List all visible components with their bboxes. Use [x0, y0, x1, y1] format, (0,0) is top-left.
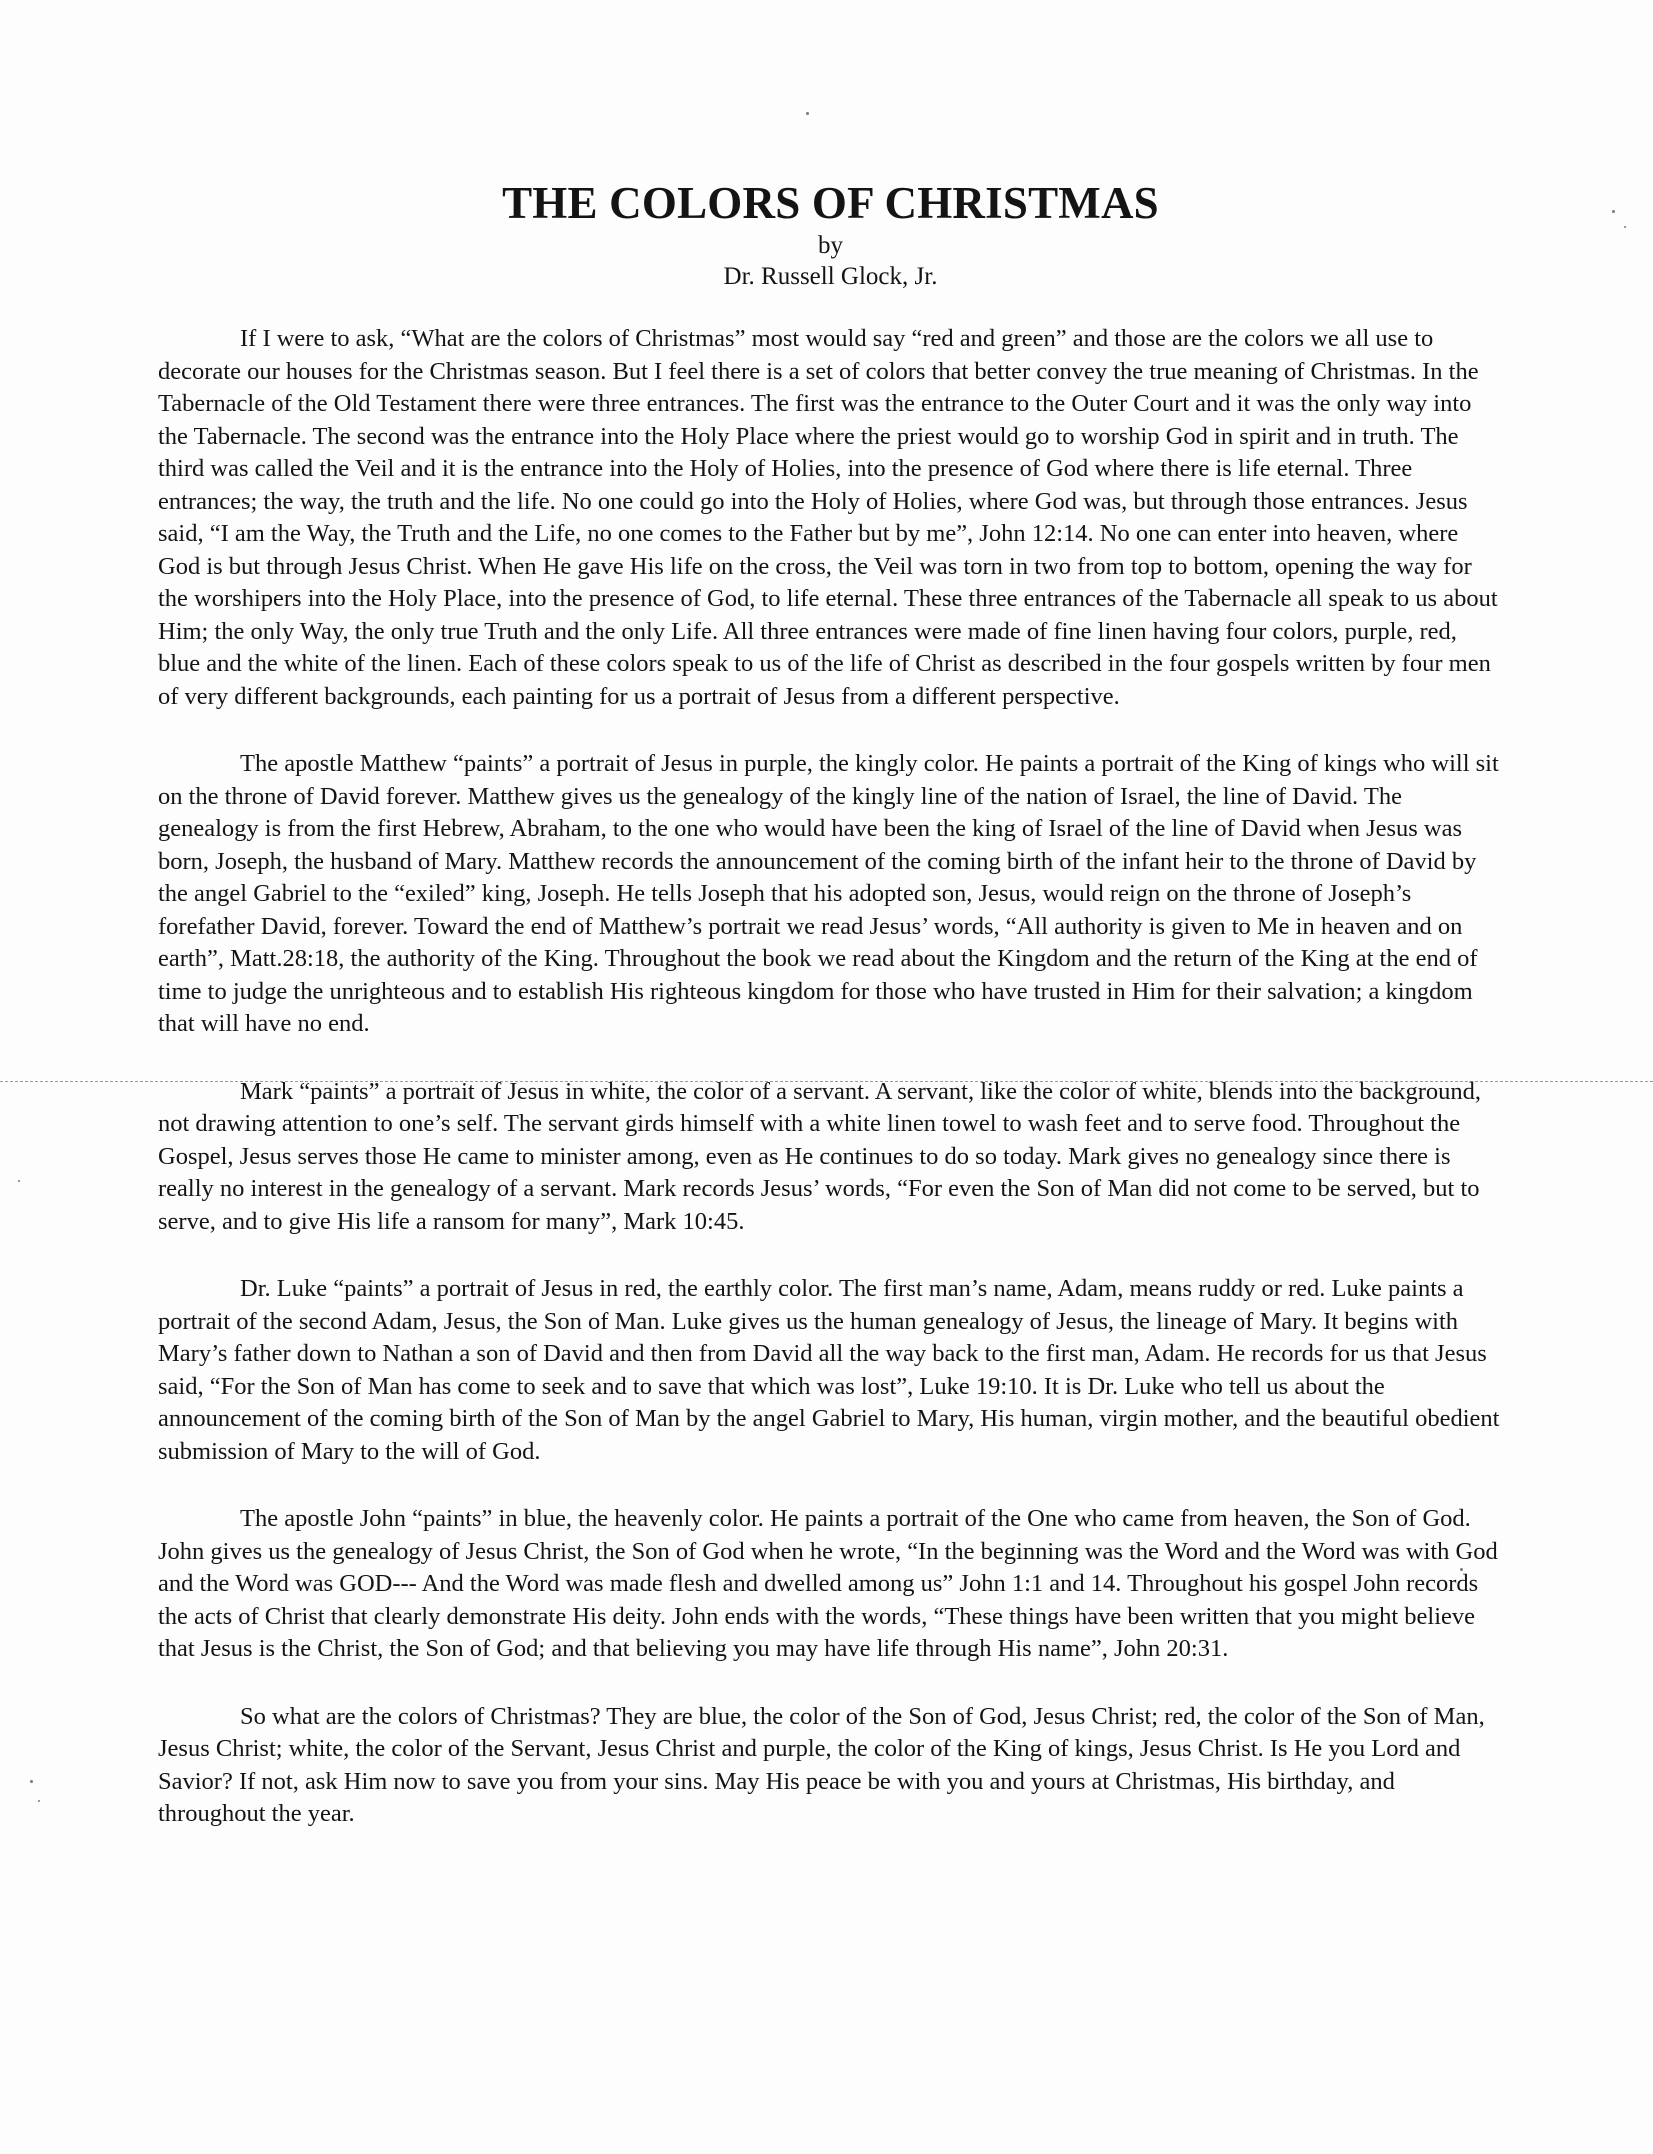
scan-speck — [1624, 226, 1626, 228]
paragraph-luke: Dr. Luke “paints” a portrait of Jesus in red, the earthly color. The first man’s name, Adam, means ruddy or red. Luke paints a portrait of the second Adam, Jesus, the Son of Man. Luke gives us the human genealogy of Jesus, the lineage of Mary. It begins with Mary’s father down to Nathan a son of David and then from David all the way back to the first man, Adam. He records for us that Jesus said, “For the Son of Man has come to seek and to save that which was lost”, Luke 19:10. It is Dr. Luke who tell us about the announcement of the coming birth of the Son of Man by the angel Gabriel to Mary, His human, virgin mother, and the beautiful obedient submission of Mary to the will of God. — [158, 1275, 1500, 1465]
paragraph-matthew: The apostle Matthew “paints” a portrait of Jesus in purple, the kingly color. He paints a portrait of the King of kings who will sit on the throne of David forever. Matthew gives us the genealogy of the kingly line of the nation of Israel, the line of David. The genealogy is from the first Hebrew, Abraham, to the one who would have been the king of Israel of the line of David when Jesus was born, Joseph, the husband of Mary. Matthew records the announcement of the coming birth of the infant heir to the throne of David by the angel Gabriel to the “exiled” king, Joseph. He tells Joseph that his adopted son, Jesus, would reign on the throne of Joseph’s forefather David, forever. Toward the end of Matthew’s portrait we read Jesus’ words, “All authority is given to Me in heaven and on earth”, Matt.28:18, the authority of the King. Throughout the book we read about the Kingdom and the return of the King at the end of time to judge the unrighteous and to establish His righteous kingdom for those who have trusted in Him for their salvation; a kingdom that will have no end. — [158, 750, 1499, 1037]
byline: by — [818, 232, 843, 259]
scan-speck — [30, 1780, 33, 1783]
paragraph-conclusion: So what are the colors of Christmas? They are blue, the color of the Son of God, Jesus Christ; red, the color of the Son of Man, Jesus Christ; white, the color of the Servant, Jesus Christ and purple, the color of the King of kings, Jesus Christ. Is He you Lord and Savior? If not, ask Him now to save you from your sins. May His peace be with you and yours at Christmas, His birthday, and throughout the year. — [158, 1702, 1485, 1827]
document-title: THE COLORS OF CHRISTMAS — [502, 178, 1159, 228]
paragraph-mark: Mark “paints” a portrait of Jesus in white, the color of a servant. A servant, like the color of white, blends into the background, not drawing attention to one’s self. The servant girds himself with a white linen towel to wash feet and to serve food. Throughout the Gospel, Jesus serves those He came to minister among, even as He continues to do so today. Mark gives no genealogy since there is really no interest in the genealogy of a servant. Mark records Jesus’ words, “For even the Son of Man did not come to be served, but to serve, and to give His life a ransom for many”, Mark 10:45. — [158, 1077, 1482, 1235]
document-body — [158, 176, 1503, 1866]
scan-speck — [806, 112, 809, 115]
scan-speck — [18, 1180, 20, 1182]
paragraph-john: The apostle John “paints” in blue, the heavenly color. He paints a portrait of the One who came from heaven, the Son of God. John gives us the genealogy of Jesus Christ, the Son of God when he wrote, “In the beginning was the Word and the Word was with God and the Word was GOD--- And the Word was made flesh and dwelled among us” John 1:1 and 14. Throughout his gospel John records the acts of Christ that clearly demonstrate His deity. John ends with the words, “These things have been written that you might believe that Jesus is the Christ, the Son of God; and that believing you may have life through His name”, John 20:31. — [158, 1505, 1498, 1662]
paragraph-introduction: If I were to ask, “What are the colors of Christmas” most would say “red and green” and those are the colors we all use to decorate our houses for the Christmas season. But I feel there is a set of colors that better convey the true meaning of Christmas. In the Tabernacle of the Old Testament there were three entrances. The first was the entrance to the Outer Court and it was the only way into the Tabernacle. The second was the entrance into the Holy Place where the priest would go to worship God in spirit and in truth. The third was called the Veil and it is the entrance into the Holy of Holies, into the presence of God where there is life eternal. Three entrances; the way, the truth and the life. No one could go into the Holy of Holies, where God was, but through those entrances. Jesus said, “I am the Way, the Truth and the Life, no one comes to the Father but by me”, John 12:14. No one can enter into heaven, where God is but through Jesus Christ. When He gave His life on the cross, the Veil was torn in two from top to bottom, opening the way for the worshipers into the Holy Place, into the presence of God, to life eternal. These three entrances of the Tabernacle all speak to us about Him; the only Way, the only true Truth and the only Life. All three entrances were made of fine linen having four colors, purple, red, blue and the white of the linen. Each of these colors speak to us of the life of Christ as described in the four gospels written by four men of very different backgrounds, each painting for us a portrait of Jesus from a different perspective. — [158, 325, 1498, 710]
scan-speck — [38, 1800, 40, 1802]
author-name: Dr. Russell Glock, Jr. — [723, 263, 938, 290]
scan-speck — [1612, 210, 1615, 213]
